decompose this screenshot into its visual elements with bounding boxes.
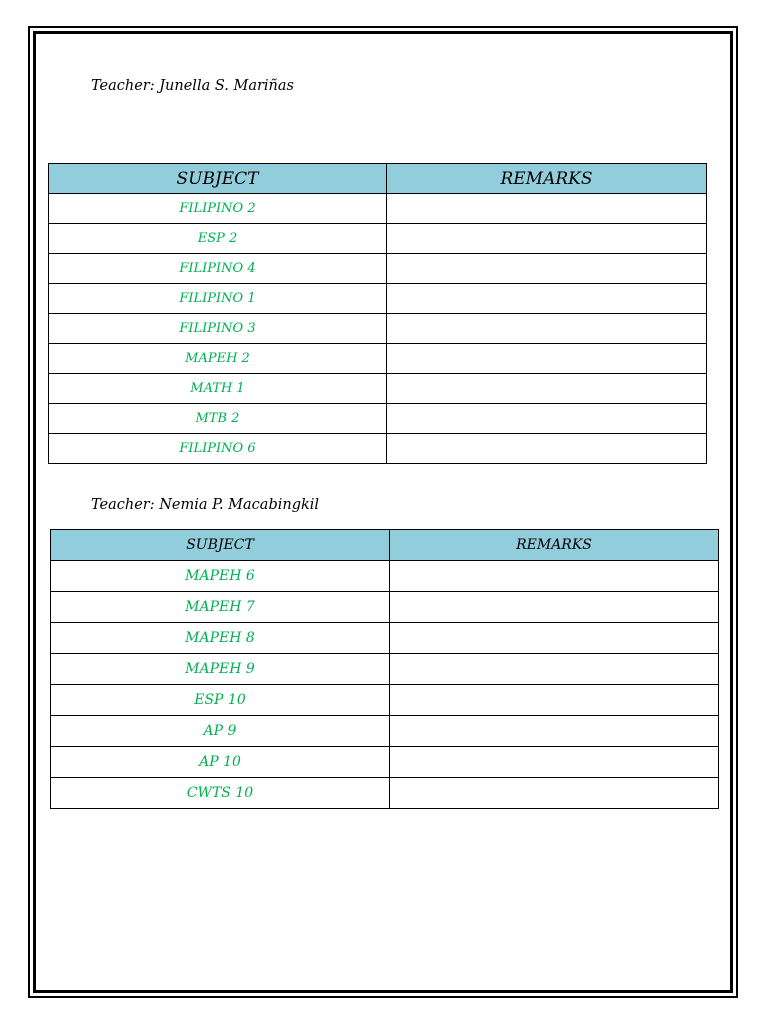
subject-cell: FILIPINO 4 [49,254,387,284]
table-row [49,434,707,464]
remarks-cell [387,284,707,314]
subject-cell: ESP 2 [49,224,387,254]
subject-cell: ESP 10 [51,685,390,716]
table-row [49,374,707,404]
table-header-row [49,164,707,194]
table-row [49,254,707,284]
remarks-cell [387,314,707,344]
remarks-cell [390,716,719,747]
subject-cell: MTB 2 [49,404,387,434]
subject-remarks-table-1 [48,163,707,464]
remarks-cell [390,561,719,592]
table-row [49,224,707,254]
remarks-cell [387,224,707,254]
subject-remarks-table-2 [50,529,719,809]
table-row [51,685,719,716]
table-header-row [51,530,719,561]
teacher-label-2: Teacher: Nemia P. Macabingkil [91,497,320,513]
remarks-cell [387,344,707,374]
table-row [49,404,707,434]
subject-cell: CWTS 10 [51,778,390,809]
table-row [51,623,719,654]
subject-cell: MAPEH 7 [51,592,390,623]
table-row [51,654,719,685]
teacher-label-1: Teacher: Junella S. Mariñas [91,78,294,94]
table-row [49,314,707,344]
remarks-cell [390,623,719,654]
table-row [49,344,707,374]
subject-cell: MAPEH 9 [51,654,390,685]
subject-cell: FILIPINO 6 [49,434,387,464]
subject-cell: FILIPINO 2 [49,194,387,224]
remarks-cell [387,254,707,284]
subject-cell: FILIPINO 3 [49,314,387,344]
table-row [51,716,719,747]
subject-cell: MATH 1 [49,374,387,404]
remarks-cell [387,374,707,404]
subject-cell: MAPEH 2 [49,344,387,374]
table-row [51,592,719,623]
remarks-cell [387,404,707,434]
remarks-column-header: REMARKS [387,164,707,194]
remarks-cell [390,654,719,685]
subject-cell: AP 10 [51,747,390,778]
subject-cell: MAPEH 8 [51,623,390,654]
remarks-cell [387,194,707,224]
subject-cell: AP 9 [51,716,390,747]
subject-column-header: SUBJECT [51,530,390,561]
subject-column-header: SUBJECT [49,164,387,194]
remarks-cell [387,434,707,464]
subject-cell: FILIPINO 1 [49,284,387,314]
remarks-cell [390,592,719,623]
remarks-column-header: REMARKS [390,530,719,561]
table-row [51,747,719,778]
table-row [49,194,707,224]
subject-cell: MAPEH 6 [51,561,390,592]
table-row [51,561,719,592]
remarks-cell [390,747,719,778]
remarks-cell [390,685,719,716]
remarks-cell [390,778,719,809]
table-row [49,284,707,314]
table-row [51,778,719,809]
